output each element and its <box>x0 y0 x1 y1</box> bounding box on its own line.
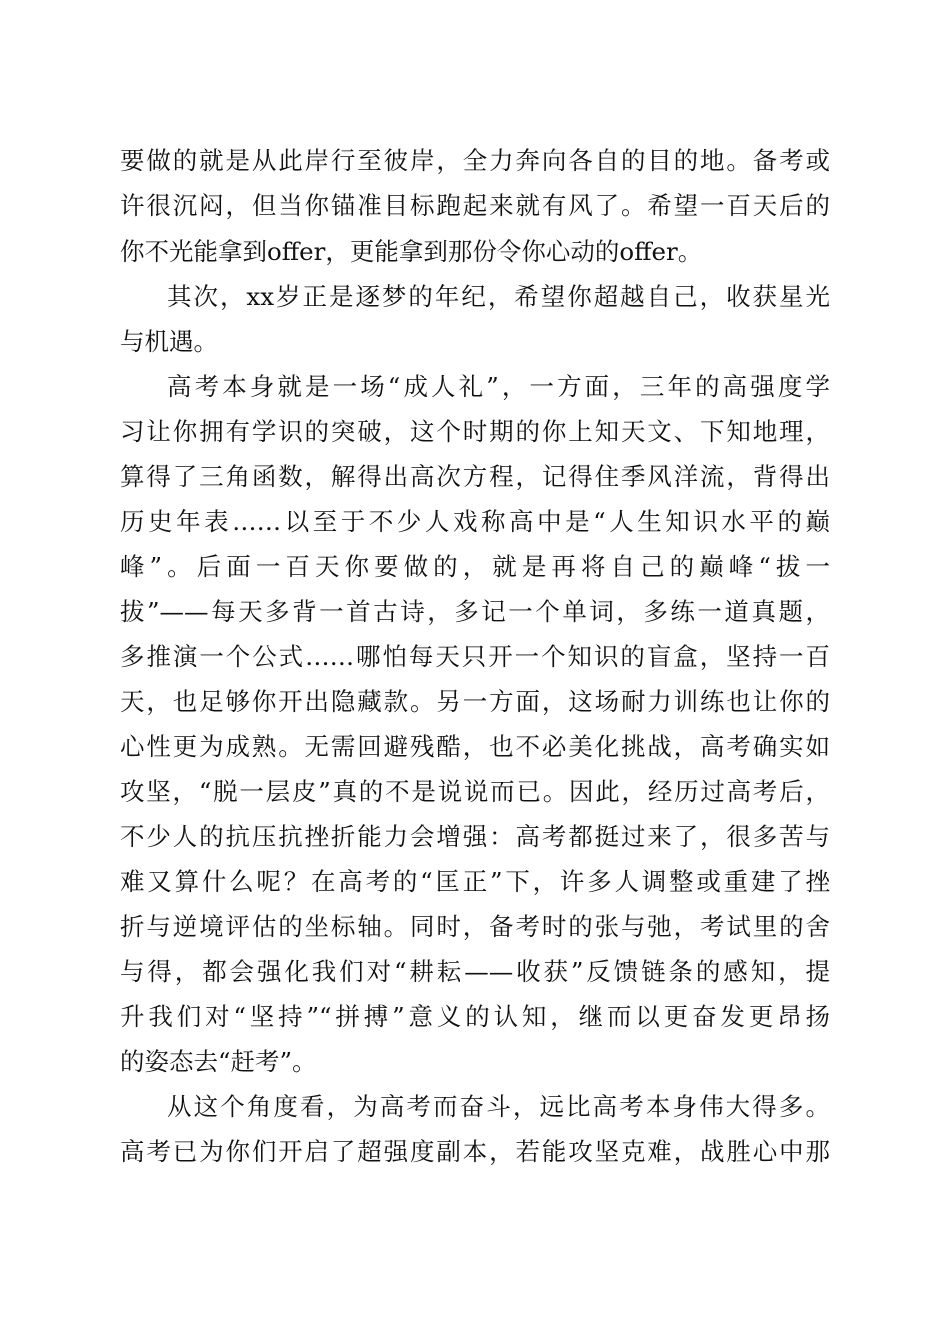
text-line: 你不光能拿到offer，更能拿到那份令你心动的offer。 <box>120 237 703 266</box>
text-line: 的姿态去“赶考”。 <box>120 1047 317 1076</box>
text-line: 与得，都会强化我们对“耕耘——收获”反馈链条的感知，提 <box>120 957 830 986</box>
text-line: 高考已为你们开启了超强度副本，若能攻坚克难，战胜心中那 <box>120 1137 830 1166</box>
text-line: 难又算什么呢？在高考的“匡正”下，许多人调整或重建了挫 <box>120 867 830 896</box>
text-line: 不少人的抗压抗挫折能力会增强：高考都挺过来了，很多苦与 <box>120 822 830 851</box>
text-line: 从这个角度看，为高考而奋斗，远比高考本身伟大得多。 <box>167 1092 830 1121</box>
text-line: 算得了三角函数，解得出高次方程，记得住季风洋流，背得出 <box>120 462 830 491</box>
text-line: 心性更为成熟。无需回避残酷，也不必美化挑战，高考确实如 <box>120 732 830 761</box>
text-line: 拔”——每天多背一首古诗，多记一个单词，多练一道真题， <box>120 597 830 626</box>
text-line: 历史年表……以至于不少人戏称高中是“人生知识水平的巅 <box>120 507 830 536</box>
text-line: 多推演一个公式……哪怕每天只开一个知识的盲盒，坚持一百 <box>120 642 830 671</box>
text-line: 折与逆境评估的坐标轴。同时，备考时的张与弛，考试里的舍 <box>120 912 830 941</box>
text-line: 其次，xx岁正是逐梦的年纪，希望你超越自己，收获星光 <box>167 282 830 311</box>
text-line: 攻坚，“脱一层皮”真的不是说说而已。因此，经历过高考后， <box>120 777 830 806</box>
text-line: 要做的就是从此岸行至彼岸，全力奔向各自的目的地。备考或 <box>120 146 830 175</box>
text-line: 与机遇。 <box>120 327 218 356</box>
text-line: 习让你拥有学识的突破，这个时期的你上知天文、下知地理， <box>120 417 830 446</box>
text-line: 天，也足够你开出隐藏款。另一方面，这场耐力训练也让你的 <box>120 687 830 716</box>
text-line: 峰”。后面一百天你要做的，就是再将自己的巅峰“拔一 <box>120 552 830 581</box>
text-line: 高考本身就是一场“成人礼”，一方面，三年的高强度学 <box>167 372 830 401</box>
text-line: 升我们对“坚持”“拼搏”意义的认知，继而以更奋发更昂扬 <box>120 1002 830 1031</box>
text-line: 许很沉闷，但当你锚准目标跑起来就有风了。希望一百天后的 <box>120 191 830 220</box>
